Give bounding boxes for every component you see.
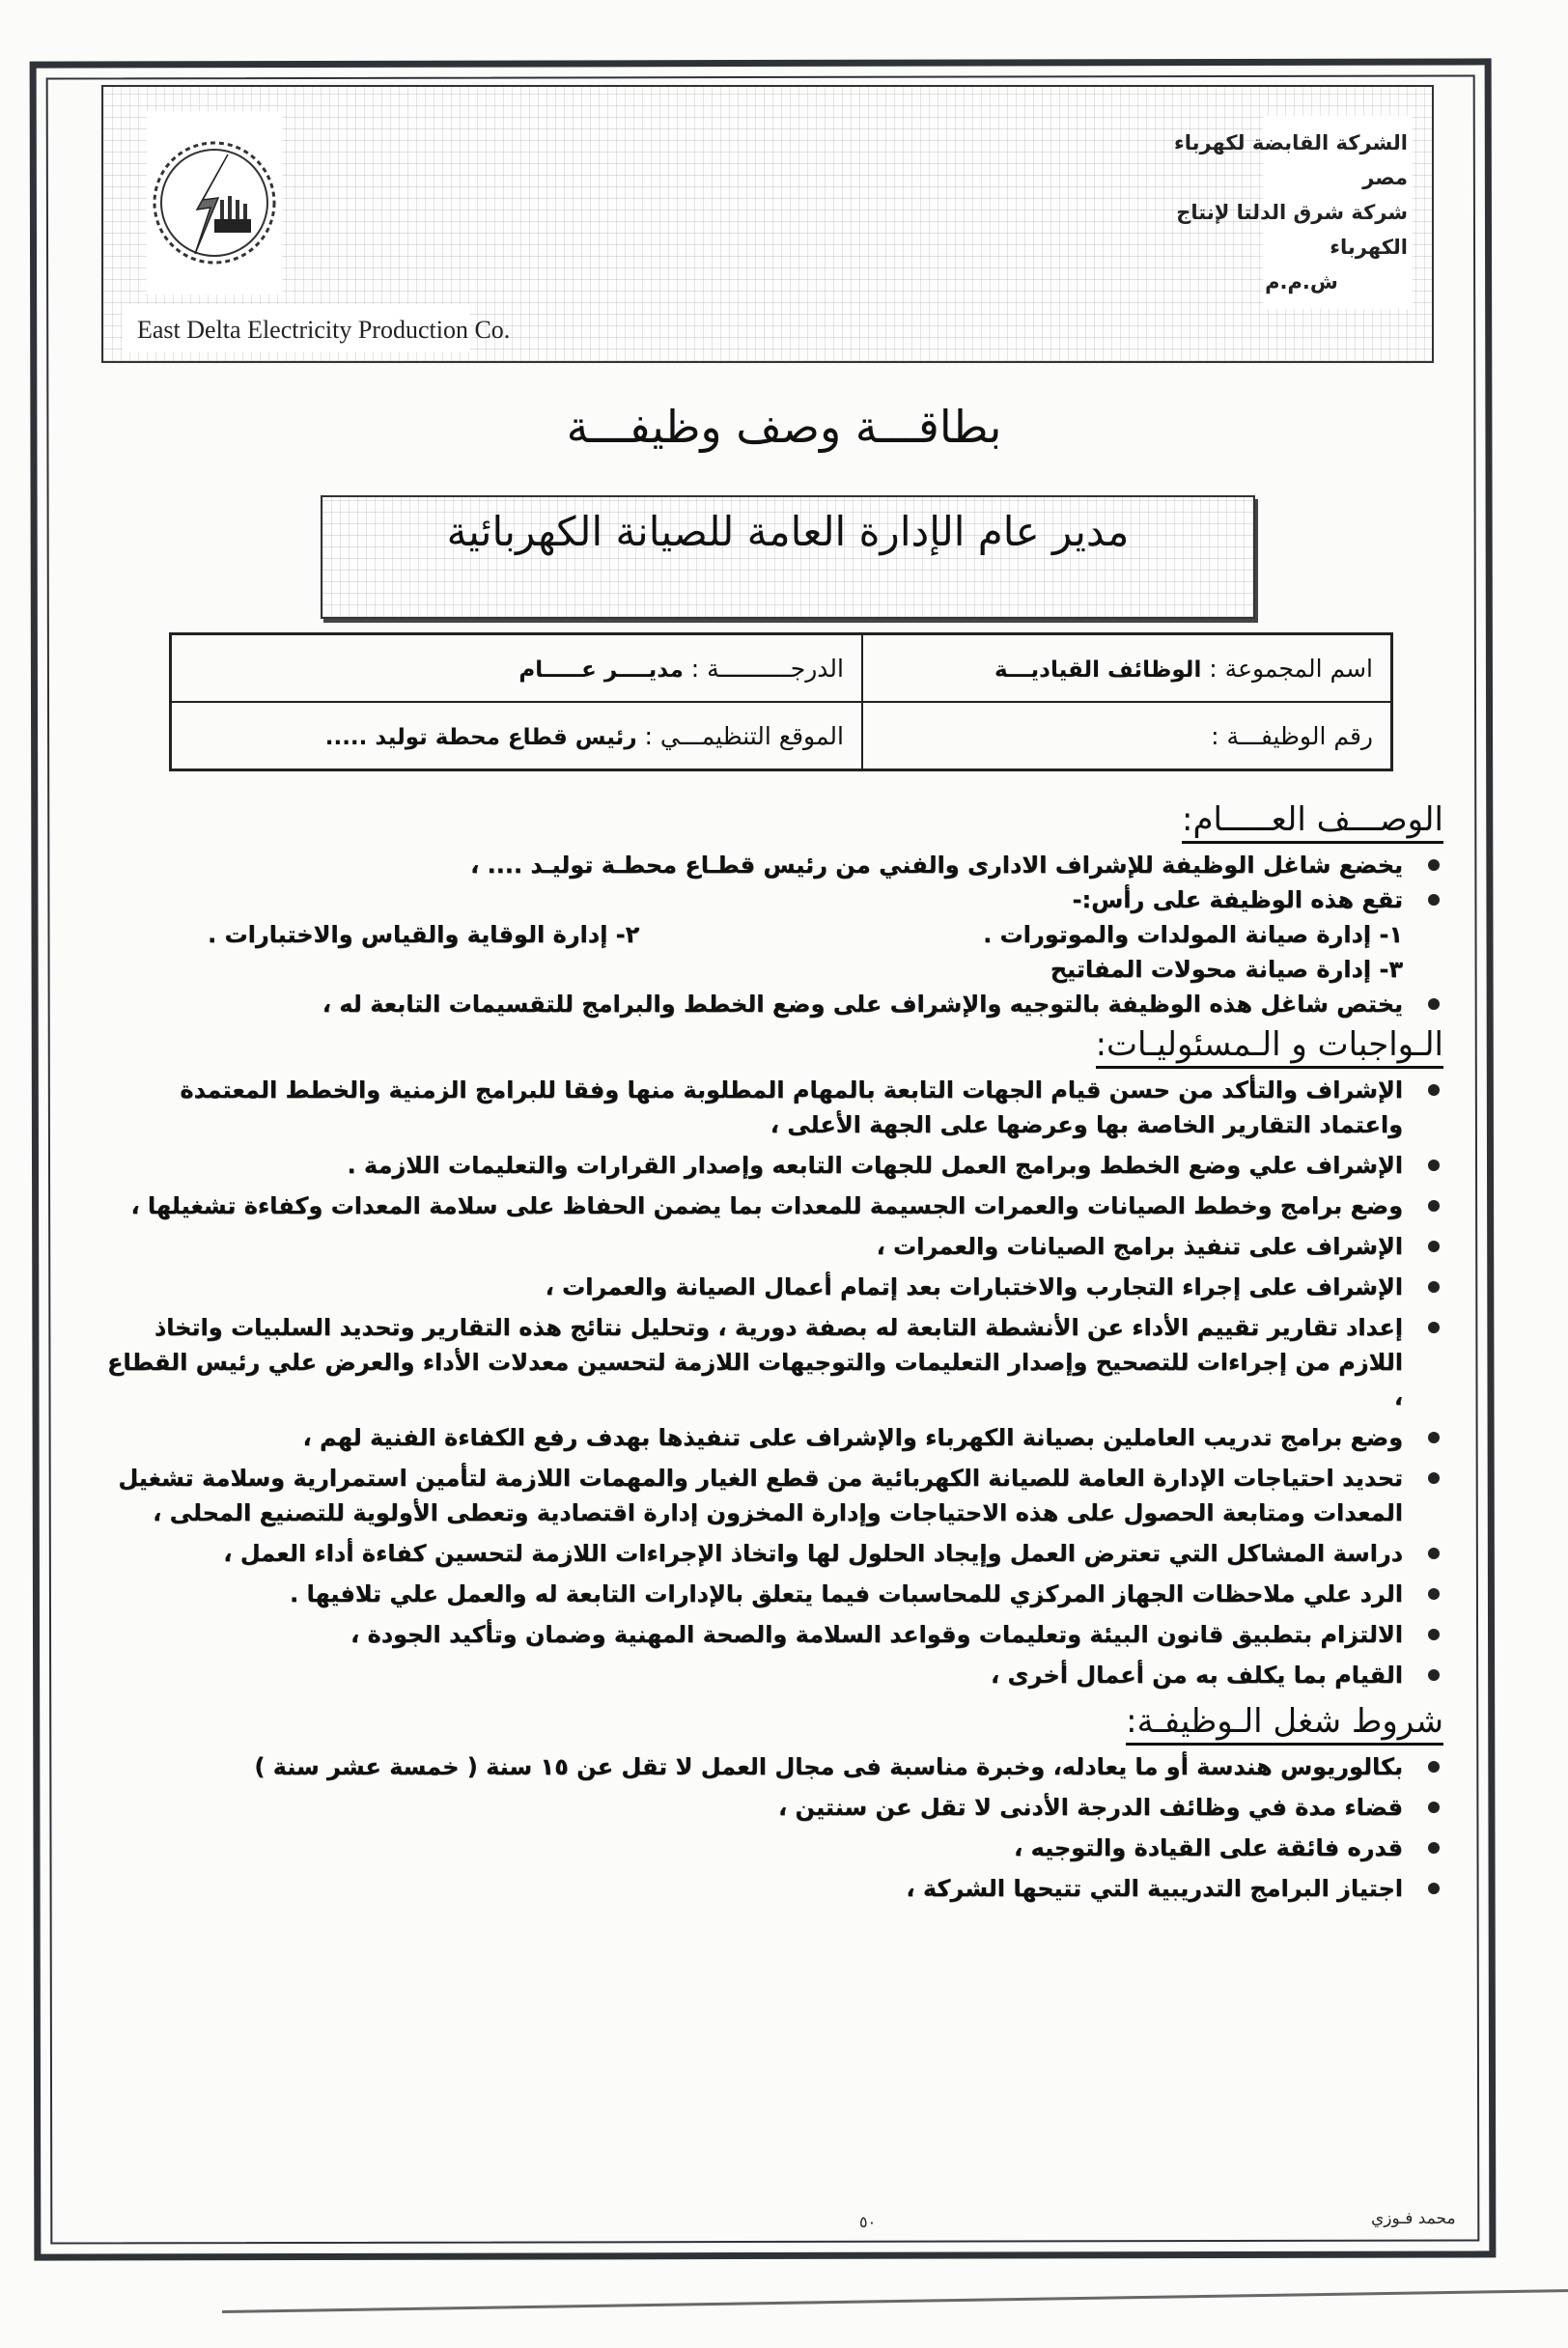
company-type: ش.م.م [1265, 270, 1338, 294]
bullet-icon [1428, 859, 1440, 871]
document-body [92, 797, 1443, 1912]
letterhead [101, 85, 1434, 363]
list-item: الرد علي ملاحظات الجهاز المركزي للمحاسبات فيما يتعلق بالإدارات التابعة له والعمل علي تلافيها . [92, 1577, 1443, 1611]
list-item: يختص شاغل هذه الوظيفة بالتوجيه والإشراف على وضع الخطط والبرامج للتقسيمات التابعة له ، [92, 987, 1443, 1021]
bullet-icon [1428, 1802, 1440, 1813]
job-title-box [321, 495, 1255, 619]
list-item: الالتزام بتطبيق قانون البيئة وتعليمات وقواعد السلامة والصحة المهنية وضمان وتأكيد الجودة ، [92, 1617, 1443, 1652]
table-row [171, 634, 1392, 703]
company-name: شركة شرق الدلتا لإنتاج الكهرباء [1176, 201, 1408, 259]
group-cell [862, 634, 1392, 703]
list-item: بكالوريوس هندسة أو ما يعادله، وخبرة مناسبة فى مجال العمل لا تقل عن ١٥ سنة ( خمسة عشر سنة ) [92, 1749, 1443, 1784]
list-item: وضع برامج وخطط الصيانات والعمرات الجسيمة للمعدات بما يضمن الحفاظ على سلامة المعدات وكفاءة تشغيلها ، [92, 1188, 1443, 1223]
job-number-label: رقم الوظيفـــة : [1211, 721, 1373, 750]
list-item: يخضع شاغل الوظيفة للإشراف الادارى والفني من رئيس قطـاع محطـة توليـد .... ، [92, 848, 1443, 882]
grade-label: الدرجــــــــــة : [690, 654, 844, 683]
table-row [171, 702, 1392, 770]
list-item: الإشراف على تنفيذ برامج الصيانات والعمرات ، [92, 1229, 1443, 1264]
job-info-table [169, 632, 1393, 771]
bullet-icon [1428, 1669, 1440, 1681]
bullet-icon [1428, 1084, 1440, 1096]
list-item: القيام بما يكلف به من أعمال أخرى ، [92, 1658, 1443, 1692]
document-title: بطاقـــة وصف وظيفـــة [566, 401, 1002, 453]
list-item: دراسة المشاكل التي تعترض العمل وإيجاد الحلول لها واتخاذ الإجراءات اللازمة لتحسين كفاءة أداء العمل ، [92, 1536, 1443, 1571]
bullet-icon [1428, 1200, 1440, 1212]
job-title: مدير عام الإدارة العامة للصيانة الكهربائية [446, 508, 1130, 555]
bullet-icon [1428, 1241, 1440, 1252]
duties-list [92, 1073, 1443, 1692]
department-item: ٢- إدارة الوقاية والقياس والاختبارات . [208, 921, 640, 948]
list-item: الإشراف والتأكد من حسن قيام الجهات التابعة بالمهام المطلوبة منها وفقا للبرامج الزمنية والخطط المعتمدة واعتماد التقارير الخاصة بها وعرضها على الجهة الأعلى ، [92, 1073, 1443, 1142]
departments-list [92, 917, 1443, 987]
bullet-icon [1428, 1629, 1440, 1640]
section-title-general: الوصـــف العـــــام: [1182, 800, 1443, 844]
list-item: اجتياز البرامج التدريبية التي تتيحها الشركة ، [92, 1871, 1443, 1906]
list-item: الإشراف علي وضع الخطط وبرامج العمل للجهات التابعه وإصدار القرارات والتعليمات اللازمة . [92, 1148, 1443, 1183]
company-name-arabic [1157, 126, 1408, 299]
list-item: قضاء مدة في وظائف الدرجة الأدنى لا تقل عن سنتين ، [92, 1790, 1443, 1825]
departments-row [92, 917, 1443, 952]
list-item: تقع هذه الوظيفة على رأس:- [92, 882, 1443, 917]
list-item: الإشراف على إجراء التجارب والاختبارات بعد إتمام أعمال الصيانة والعمرات ، [92, 1270, 1443, 1304]
scan-edge-line [222, 2289, 1568, 2313]
job-number-cell [862, 702, 1392, 770]
bullet-icon [1428, 1281, 1440, 1293]
department-item: ٣- إدارة صيانة محولات المفاتيح [1050, 956, 1403, 983]
list-item: وضع برامج تدريب العاملين بصيانة الكهرباء والإشراف على تنفيذها بهدف رفع الكفاءة الفنية لهم ، [92, 1420, 1443, 1455]
requirements-section [92, 1698, 1443, 1906]
bullet-icon [1428, 998, 1440, 1010]
holding-company: الشركة القابضة لكهرباء مصر [1173, 131, 1408, 189]
list-item: إعداد تقارير تقييم الأداء عن الأنشطة التابعة له بصفة دورية ، وتحليل نتائج هذه التقارير وتحديد السلبيات واتخاذ اللازم من إجراءات للتصحيح وإصدار التعليمات والتوجيهات اللازمة لتحسين معدلات الأداء والعرض علي رئيس القطاع ، [92, 1310, 1443, 1414]
page-number: ٥٠ [859, 2213, 877, 2231]
grade-cell [171, 634, 863, 703]
group-value: الوظائف القياديـــة [994, 657, 1202, 683]
org-position-label: الموقع التنظيمـــي : [644, 721, 844, 750]
bullet-icon [1428, 1883, 1440, 1894]
bullet-icon [1428, 1432, 1440, 1443]
general-description-section [92, 797, 1443, 1021]
departments-row [92, 952, 1443, 987]
group-label: اسم المجموعة : [1209, 654, 1373, 683]
section-title-duties: الـواجبات و الـمسئوليـات: [1096, 1025, 1443, 1069]
list-item: قدره فائقة على القيادة والتوجيه ، [92, 1831, 1443, 1865]
company-en-box [123, 304, 511, 352]
duties-section [92, 1021, 1443, 1692]
author-name: محمد فـوزي [1371, 2209, 1456, 2228]
department-item: ١- إدارة صيانة المولدات والموتورات . [983, 921, 1403, 948]
bullet-icon [1428, 1588, 1440, 1600]
org-position-cell [171, 702, 863, 770]
bullet-icon [1428, 1472, 1440, 1484]
general-list-final [92, 987, 1443, 1021]
section-title-requirements: شروط شغل الـوظيفـة: [1126, 1702, 1443, 1746]
bullet-icon [1428, 1548, 1440, 1559]
bullet-icon [1428, 1842, 1440, 1854]
general-list [92, 848, 1443, 917]
org-position-value: رئيس قطاع محطة توليد ..... [324, 724, 637, 750]
bullet-icon [1428, 894, 1440, 906]
company-logo-icon [147, 111, 282, 294]
list-item: تحديد احتياجات الإدارة العامة للصيانة الكهربائية من قطع الغيار والمهمات اللازمة لتأمين استمرارية وسلامة تشغيل المعدات ومتابعة الحصول على هذه الاحتياجات وإدارة المخزون إدارة اقتصادية وتعطى الأولوية للتصنيع المحلى ، [92, 1461, 1443, 1530]
company-name-english: East Delta Electricity Production Co. [137, 316, 511, 344]
bullet-icon [1428, 1322, 1440, 1333]
requirements-list [92, 1749, 1443, 1906]
logo-area [147, 111, 282, 294]
grade-value: مديــــر عـــــام [518, 657, 684, 683]
company-ar-box [1173, 116, 1413, 309]
bullet-icon [1428, 1761, 1440, 1773]
bullet-icon [1428, 1160, 1440, 1171]
